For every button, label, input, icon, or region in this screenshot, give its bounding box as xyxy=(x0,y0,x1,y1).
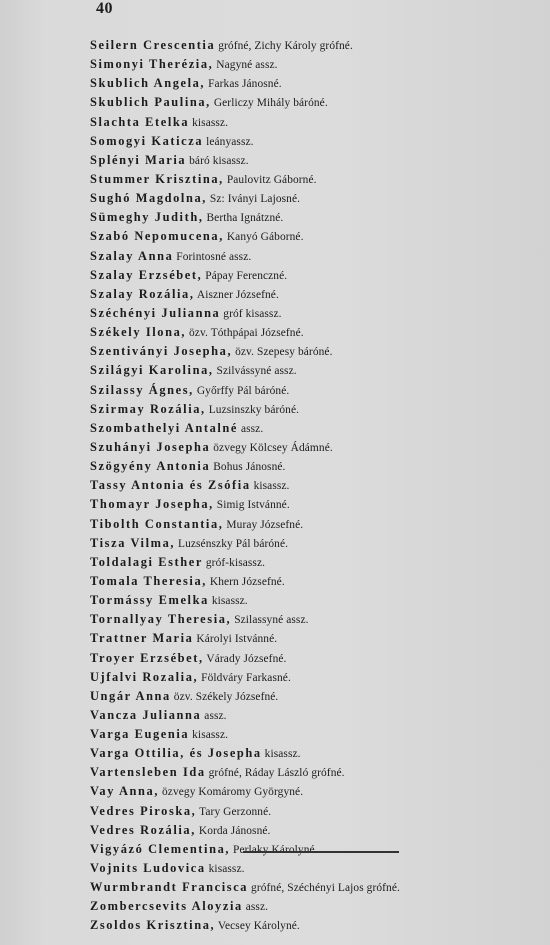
entry-detail: báró kisassz. xyxy=(186,154,249,167)
list-item xyxy=(90,36,540,55)
list-item xyxy=(90,227,540,246)
list-item xyxy=(90,132,540,151)
list-item xyxy=(90,151,540,170)
entry-name: Vojnits Ludovica xyxy=(90,861,206,876)
entry-name: Vay Anna, xyxy=(90,784,160,799)
list-item xyxy=(90,93,540,112)
list-item xyxy=(90,381,540,400)
list-item xyxy=(90,419,540,438)
list-item xyxy=(90,189,540,208)
entry-name: Szilágyi Karolina, xyxy=(90,363,214,378)
entry-detail: Gerliczy Mihály báróné. xyxy=(210,97,328,110)
list-item xyxy=(90,266,540,285)
entry-name: Szalay Erzsébet, xyxy=(90,267,203,282)
entry-name: Szombathelyi Antalné xyxy=(90,420,238,435)
list-item xyxy=(90,591,540,610)
entry-detail: kisassz. xyxy=(208,595,248,608)
list-item xyxy=(90,247,540,266)
entry-detail: özv. Tóthpápai Józsefné. xyxy=(186,327,304,340)
entry-name: Szirmay Rozália, xyxy=(90,401,206,416)
entry-detail: Aiszner Józsefné. xyxy=(194,288,279,301)
entry-detail: Khern Józsefné. xyxy=(206,575,285,588)
entry-name: Somogyi Katicza xyxy=(90,133,204,148)
entry-name: Szabó Nepomucena, xyxy=(90,229,224,244)
entry-name: Sümeghy Judith, xyxy=(90,210,204,225)
list-item xyxy=(90,74,540,93)
list-item xyxy=(90,323,540,342)
entry-name: Szalay Anna xyxy=(90,248,174,263)
entry-name: Tassy Antonia és Zsófia xyxy=(90,478,251,493)
entry-detail: Szilvássyné assz. xyxy=(213,365,297,378)
entry-name: Vartensleben Ida xyxy=(90,765,206,780)
list-item xyxy=(90,113,540,132)
entry-detail: kisassz. xyxy=(189,116,229,129)
entry-detail: Luzsinszky báróné. xyxy=(205,403,300,416)
list-item xyxy=(90,400,540,419)
entry-detail: Perlaky Károlyné. xyxy=(230,843,318,856)
list-item xyxy=(90,342,540,361)
entry-name: Vedres Rozália, xyxy=(90,822,196,837)
list-item xyxy=(90,802,540,821)
list-item xyxy=(90,878,540,897)
entry-detail: özvegy Kölcsey Ádámné. xyxy=(210,441,333,454)
list-item xyxy=(90,285,540,304)
entry-detail: Forintosné assz. xyxy=(173,250,252,263)
entry-detail: leányassz. xyxy=(203,135,254,148)
entry-detail: özvegy Komáromy Györgyné. xyxy=(159,786,304,799)
list-item xyxy=(90,840,540,859)
entry-detail: Kanyó Gáborné. xyxy=(223,231,304,244)
entry-name: Thomayr Josepha, xyxy=(90,497,214,512)
entry-name: Tormássy Emelka xyxy=(90,593,209,608)
entry-detail: grófné, Zichy Károly grófné. xyxy=(215,40,353,52)
list-item xyxy=(90,859,540,878)
list-item xyxy=(90,55,540,74)
list-item xyxy=(90,763,540,782)
entry-detail: Farkas Jánosné. xyxy=(205,78,282,91)
list-item xyxy=(90,916,540,935)
entry-detail: Győrffy Pál báróné. xyxy=(193,384,290,397)
list-item xyxy=(90,438,540,457)
entry-name: Zombercsevits Aloyzia xyxy=(90,899,243,914)
entry-detail: Tary Gerzonné. xyxy=(196,805,272,818)
entry-name: Széchényi Julianna xyxy=(90,305,221,320)
list-item xyxy=(90,553,540,572)
entry-name: Szuhányi Josepha xyxy=(90,439,211,454)
page-number: 40 xyxy=(96,0,113,17)
entry-detail: Bertha Ignátzné. xyxy=(203,212,284,225)
subscriber-list xyxy=(90,36,540,936)
entry-detail: Bohus Jánosné. xyxy=(210,461,286,474)
entry-detail: grófné, Széchényi Lajos grófné. xyxy=(248,882,400,895)
entry-detail: Nagyné assz. xyxy=(213,59,278,72)
entry-name: Wurmbrandt Francisca xyxy=(90,880,249,895)
list-item xyxy=(90,649,540,668)
entry-detail: Várady Józsefné. xyxy=(203,652,287,665)
list-item xyxy=(90,687,540,706)
entry-detail: kisassz. xyxy=(189,729,229,742)
entry-detail: kisassz. xyxy=(261,748,301,761)
entry-detail: grófné, Ráday László grófné. xyxy=(205,767,345,780)
entry-name: Simonyi Therézia, xyxy=(90,57,214,72)
entry-detail: özv. Szepesy báróné. xyxy=(232,346,333,359)
entry-name: Sughó Magdolna, xyxy=(90,191,207,206)
entry-name: Tisza Vilma, xyxy=(90,535,176,550)
entry-detail: Simig Istvánné. xyxy=(213,499,290,512)
list-item xyxy=(90,629,540,648)
list-item xyxy=(90,495,540,514)
entry-name: Varga Eugenia xyxy=(90,727,190,742)
entry-detail: Luzsénszky Pál báróné. xyxy=(175,537,289,550)
entry-detail: Földváry Farkasné. xyxy=(198,671,291,684)
entry-detail: Korda Jánosné. xyxy=(195,824,271,837)
list-item xyxy=(90,457,540,476)
list-item xyxy=(90,534,540,553)
entry-name: Vancza Julianna xyxy=(90,707,202,722)
list-item xyxy=(90,476,540,495)
list-item xyxy=(90,725,540,744)
entry-name: Vedres Piroska, xyxy=(90,803,197,818)
entry-name: Tibolth Constantia, xyxy=(90,516,224,531)
entry-name: Troyer Erzsébet, xyxy=(90,650,204,665)
list-item xyxy=(90,897,540,916)
entry-name: Toldalagi Esther xyxy=(90,554,203,569)
list-item xyxy=(90,744,540,763)
list-item xyxy=(90,782,540,801)
entry-name: Skublich Paulina, xyxy=(90,95,211,110)
entry-detail: assz. xyxy=(201,709,227,722)
list-item xyxy=(90,515,540,534)
entry-detail: kisassz. xyxy=(205,863,245,876)
list-item xyxy=(90,361,540,380)
entry-detail: assz. xyxy=(242,901,269,914)
entry-name: Vigyázó Clementina, xyxy=(90,841,231,856)
list-item xyxy=(90,170,540,189)
entry-detail: assz. xyxy=(238,422,264,435)
entry-name: Szilassy Ágnes, xyxy=(90,382,194,397)
list-item xyxy=(90,706,540,725)
entry-name: Tornallyay Theresia, xyxy=(90,612,232,627)
entry-name: Szentiványi Josepha, xyxy=(90,344,233,359)
entry-name: Szögyény Antonia xyxy=(90,459,211,474)
entry-name: Trattner Maria xyxy=(90,631,194,646)
entry-name: Tomala Theresia, xyxy=(90,573,207,588)
entry-detail: Paulovitz Gáborné. xyxy=(223,173,317,186)
entry-name: Zsoldos Krisztina, xyxy=(90,918,216,933)
entry-detail: gróf kisassz. xyxy=(220,307,282,320)
entry-detail: Muray Józsefné. xyxy=(223,518,304,531)
entry-detail: kisassz. xyxy=(250,480,290,493)
entry-name: Seilern Crescentia xyxy=(90,38,216,52)
entry-name: Szalay Rozália, xyxy=(90,286,195,301)
entry-name: Székely Ilona, xyxy=(90,325,187,340)
list-item xyxy=(90,668,540,687)
entry-detail: Károlyi Istvánné. xyxy=(193,633,278,646)
entry-detail: gróf-kisassz. xyxy=(202,556,266,569)
entry-name: Slachta Etelka xyxy=(90,114,190,129)
entry-name: Splényi Maria xyxy=(90,152,187,167)
list-item xyxy=(90,304,540,323)
entry-detail: Vecsey Károlyné. xyxy=(215,920,300,933)
list-item xyxy=(90,572,540,591)
entry-name: Stummer Krisztina, xyxy=(90,171,224,186)
list-item xyxy=(90,610,540,629)
entry-name: Skublich Angela, xyxy=(90,76,206,91)
entry-detail: Pápay Ferenczné. xyxy=(202,269,288,282)
list-item xyxy=(90,821,540,840)
entry-name: Ujfalvi Rozalia, xyxy=(90,669,199,684)
entry-detail: Szilassyné assz. xyxy=(231,614,309,627)
entry-detail: özv. Székely Józsefné. xyxy=(170,690,279,703)
entry-name: Ungár Anna xyxy=(90,688,171,703)
entry-name: Varga Ottilia, és Josepha xyxy=(90,746,262,761)
list-item xyxy=(90,208,540,227)
entry-detail: Sz: Iványi Lajosné. xyxy=(206,193,301,206)
closing-rule xyxy=(243,851,399,853)
